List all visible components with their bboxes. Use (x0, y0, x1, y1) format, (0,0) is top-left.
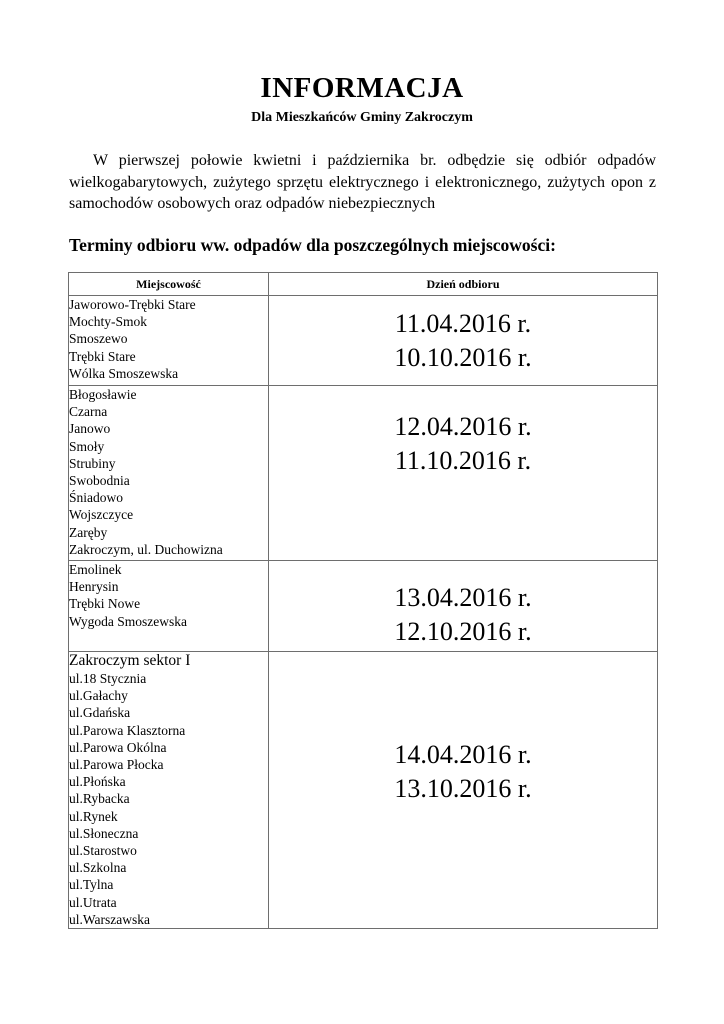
pickup-date: 13.04.2016 r. (394, 583, 532, 612)
place-name: Czarna (69, 404, 108, 420)
place-name: Trębki Stare (69, 348, 136, 364)
place-name: Smoszewo (69, 331, 128, 347)
place-name: ul.Rybacka (69, 791, 130, 807)
intro-paragraph: W pierwszej połowie kwietni i października br. odbędzie się odbiór odpadów wielkogabarytowych, zużytego sprzętu elektrycznego i elektronicznego, zużytych opon z samochodów osobowych oraz odpadów niebezpiecznych (69, 152, 656, 212)
collection-schedule-table (68, 272, 658, 929)
place-name: Zakroczym, ul. Duchowizna (69, 541, 223, 557)
places-cell (69, 296, 269, 386)
pickup-date: 12.10.2016 r. (394, 617, 532, 646)
table-row (69, 296, 658, 386)
pickup-date: 10.10.2016 r. (394, 342, 532, 372)
place-name: Janowo (69, 421, 111, 437)
place-name: ul.Szkolna (69, 860, 127, 876)
place-name: Zaręby (69, 524, 108, 540)
dates-cell (269, 652, 658, 929)
places-cell (69, 561, 269, 652)
place-name: Trębki Nowe (69, 596, 141, 612)
place-name: Wojszczyce (69, 507, 134, 523)
place-name: ul.Rynek (69, 808, 118, 824)
place-name: Emolinek (69, 562, 122, 577)
column-header-place: Miejscowość (69, 273, 269, 296)
place-name: ul.Gdańska (69, 705, 131, 721)
place-name: Mochty-Smok (69, 314, 148, 330)
table-row (69, 386, 658, 561)
place-name: Wólka Smoszewska (69, 365, 179, 381)
dates-cell (269, 561, 658, 652)
dates-cell (269, 296, 658, 386)
document-title: INFORMACJA (260, 72, 464, 104)
place-name: Jaworowo-Trębki Stare (69, 297, 196, 312)
document-subtitle: Dla Mieszkańców Gminy Zakroczym (251, 110, 473, 125)
place-name: ul.Parowa Klasztorna (69, 722, 186, 738)
place-name: ul.Starostwo (69, 843, 137, 859)
places-cell (69, 386, 269, 561)
place-name: Smoły (69, 438, 105, 454)
place-name: ul.Słoneczna (69, 825, 139, 841)
table-row (69, 561, 658, 652)
pickup-date: 11.04.2016 r. (394, 308, 532, 338)
place-name: Śniadowo (69, 490, 123, 506)
column-header-date: Dzień odbioru (269, 273, 658, 296)
place-name: Zakroczym sektor I (69, 652, 191, 669)
place-name: Strubiny (69, 455, 116, 471)
pickup-date: 13.10.2016 r. (394, 774, 532, 803)
place-name: Swobodnia (69, 473, 130, 489)
place-name: ul.Gałachy (69, 688, 128, 704)
dates-cell (269, 386, 658, 561)
place-name: Henrysin (69, 579, 119, 595)
place-name: ul.Parowa Płocka (69, 757, 164, 773)
place-name: ul.Utrata (69, 894, 117, 910)
pickup-date: 11.10.2016 r. (394, 446, 532, 475)
place-name: ul.Warszawska (69, 911, 151, 927)
places-cell (69, 652, 269, 929)
place-name: ul.Płońska (69, 774, 126, 790)
table-header-row (69, 273, 658, 296)
place-name: Błogosławie (69, 387, 137, 402)
place-name: ul.Parowa Okólna (69, 739, 167, 755)
pickup-date: 14.04.2016 r. (394, 740, 532, 769)
table-row (69, 652, 658, 929)
place-name: Wygoda Smoszewska (69, 613, 188, 629)
place-name: ul.Tylna (69, 877, 114, 893)
pickup-date: 12.04.2016 r. (394, 412, 532, 441)
place-name: ul.18 Stycznia (69, 671, 147, 686)
terms-heading: Terminy odbioru ww. odpadów dla poszczególnych miejscowości: (69, 235, 556, 255)
